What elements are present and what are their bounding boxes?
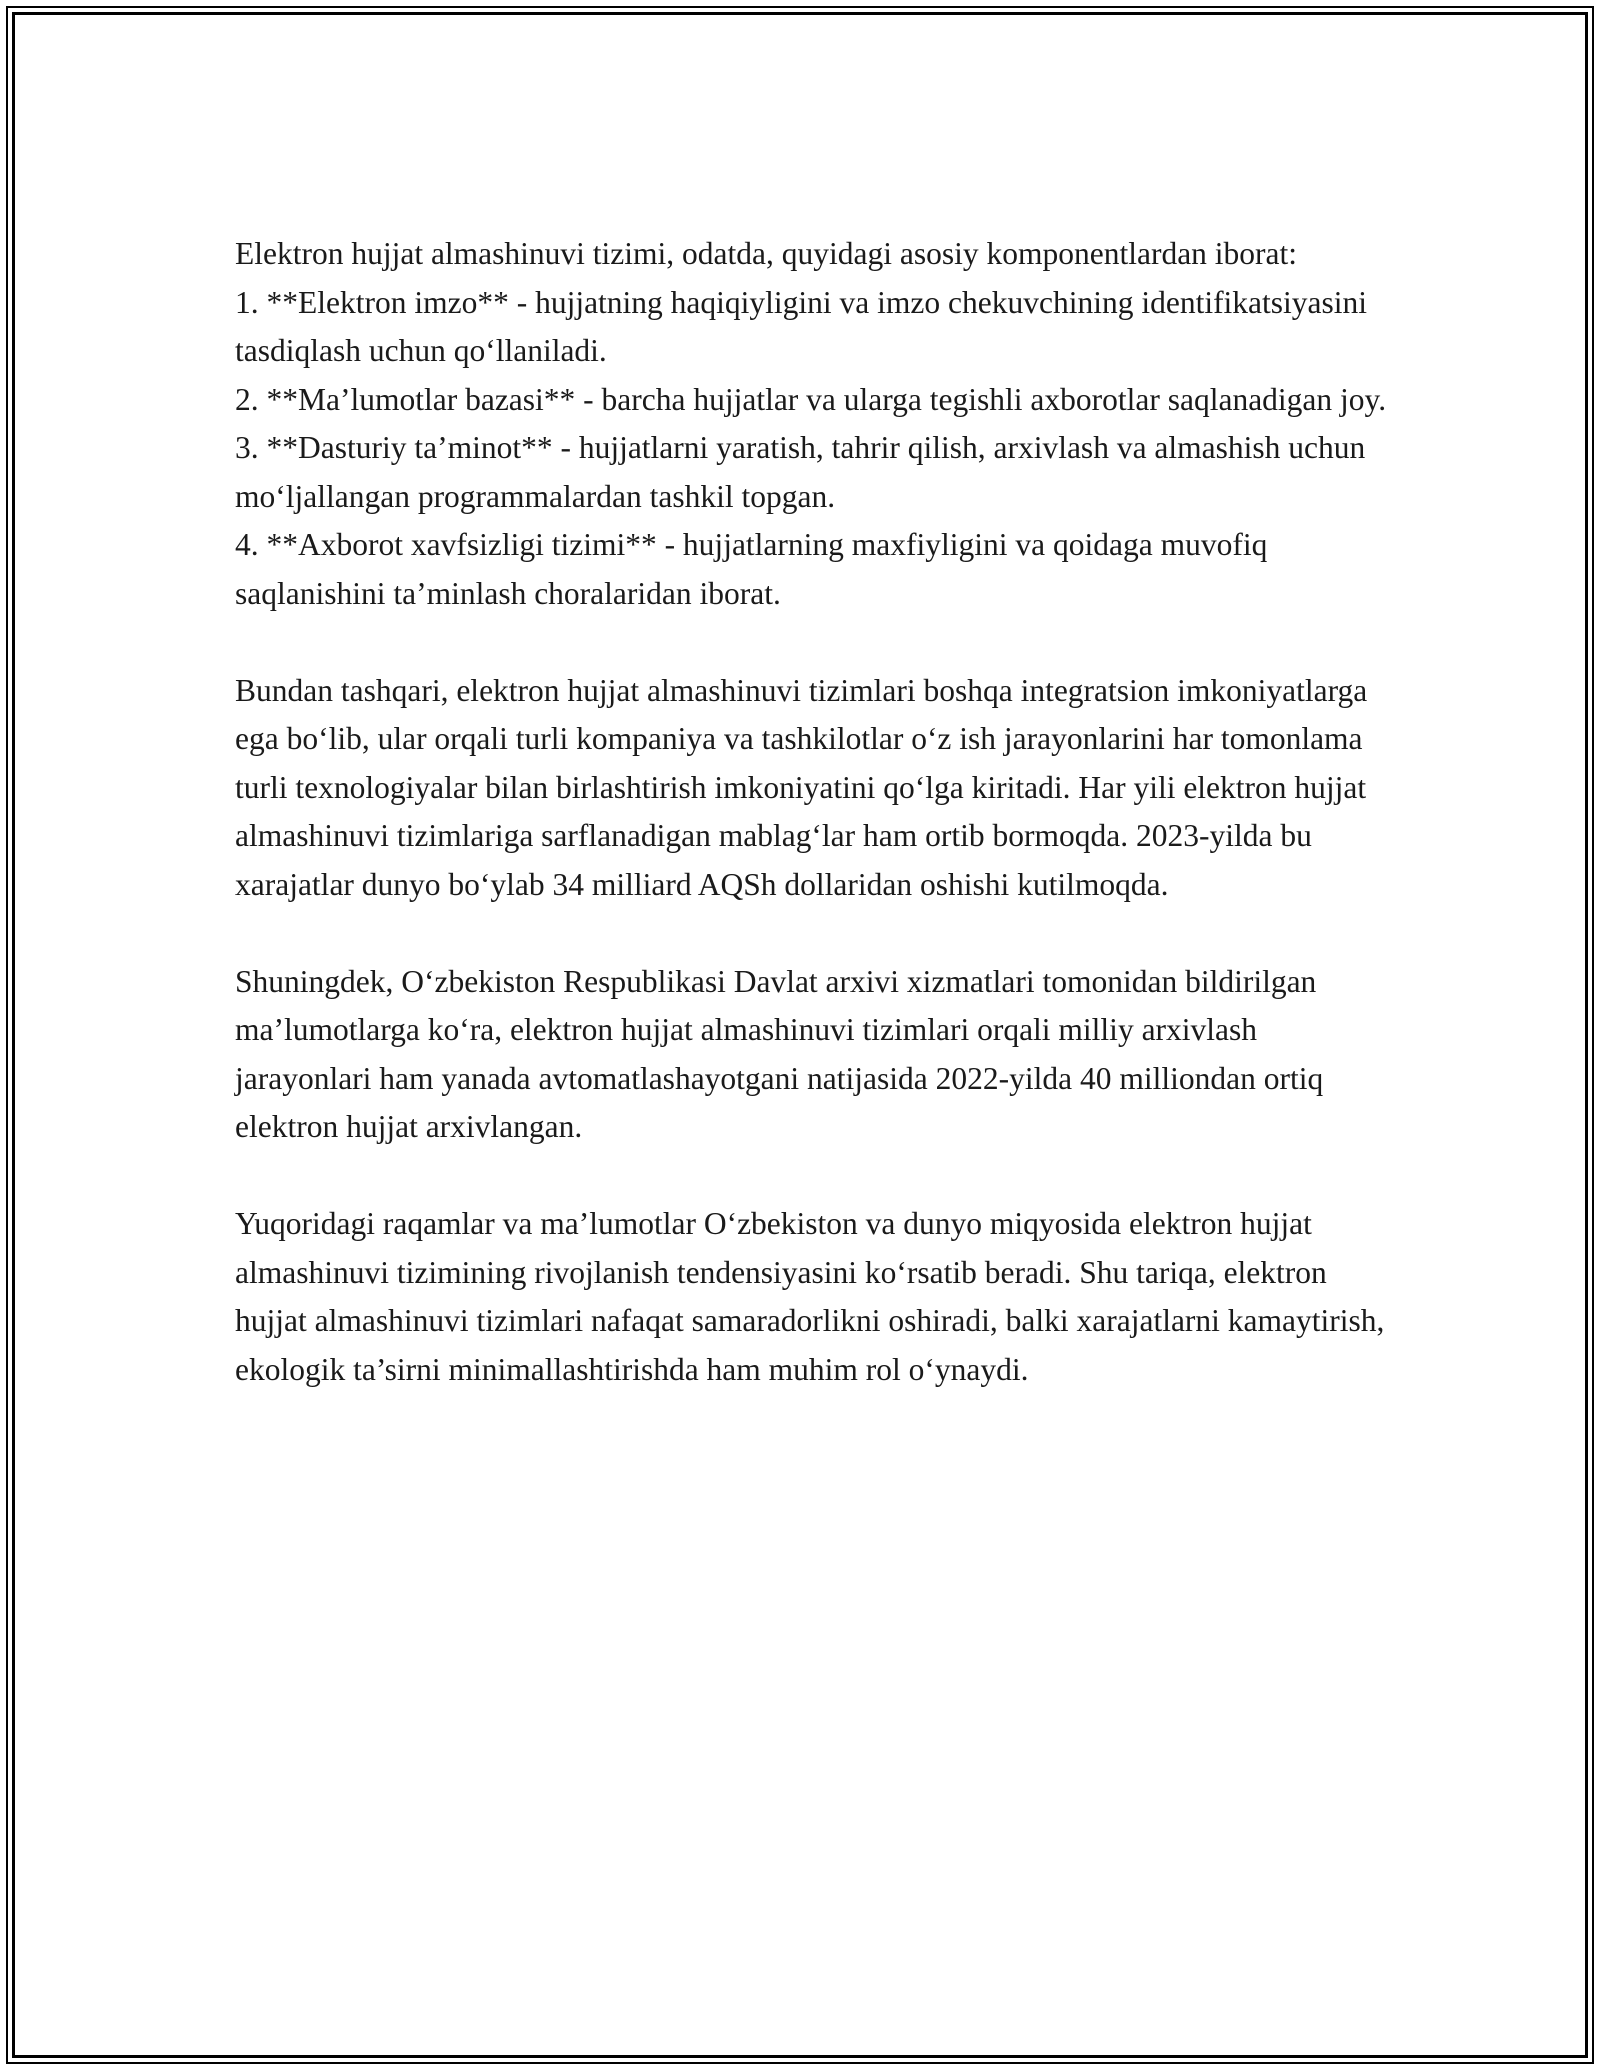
list-item-database: 2. **Ma’lumotlar bazasi** - barcha hujjatlar va ularga tegishli axborotlar saqlanadigan joy. [235, 381, 1387, 417]
paragraph-conclusion: Yuqoridagi raqamlar va ma’lumotlar O‘zbekiston va dunyo miqyosida elektron hujjat almashinuvi tizimining rivojlanish tendensiyasini ko‘rsatib beradi. Shu tariqa, elektron hujjat almashinuvi tizimlari nafaqat samaradorlikni oshiradi, balki xarajatlarni kamaytirish, ekologik ta’sirni minimallashtirishda ham muhim rol o‘ynaydi. [235, 1206, 1385, 1387]
paragraph-spacer [235, 618, 1395, 667]
paragraph-spacer [235, 909, 1395, 958]
paragraph-archive: Shuningdek, O‘zbekiston Respublikasi Davlat arxivi xizmatlari tomonidan bildirilgan ma’lumotlarga ko‘ra, elektron hujjat almashinuvi tizimlari orqali milliy arxivlash jarayonlari ham yanada avtomatlashayotgani natijasida 2022-yilda 40 milliondan ortiq elektron hujjat arxivlangan. [235, 963, 1324, 1144]
list-item-software: 3. **Dasturiy ta’minot** - hujjatlarni yaratish, tahrir qilish, arxivlash va almashish uchun mo‘ljallangan programmalardan tashkil topgan. [235, 430, 1366, 514]
paragraph-integration: Bundan tashqari, elektron hujjat almashinuvi tizimlari boshqa integratsion imkoniyatlarga ega bo‘lib, ular orqali turli kompaniya va tashkilotlar o‘z ish jarayonlarini har tomonlama turli texnologiyalar bilan birlashtirish imkoniyatini qo‘lga kiritadi. Har yili elektron hujjat almashinuvi tizimlariga sarflanadigan mablag‘lar ham ortib bormoqda. 2023-yilda bu xarajatlar dunyo bo‘ylab 34 milliard AQSh dollaridan oshishi kutilmoqda. [235, 672, 1368, 902]
paragraph-spacer [235, 1152, 1395, 1201]
intro-text: Elektron hujjat almashinuvi tizimi, odatda, quyidagi asosiy komponentlardan iborat: [235, 236, 1298, 271]
list-item-electronic-signature: 1. **Elektron imzo** - hujjatning haqiqiyligini va imzo chekuvchining identifikatsiyasini tasdiqlash uchun qo‘llaniladi. [235, 284, 1368, 368]
document-body [235, 230, 1395, 1394]
list-item-information-security: 4. **Axborot xavfsizligi tizimi** - hujjatlarning maxfiyligini va qoidaga muvofiq saqlanishini ta’minlash choralaridan iborat. [235, 527, 1268, 611]
